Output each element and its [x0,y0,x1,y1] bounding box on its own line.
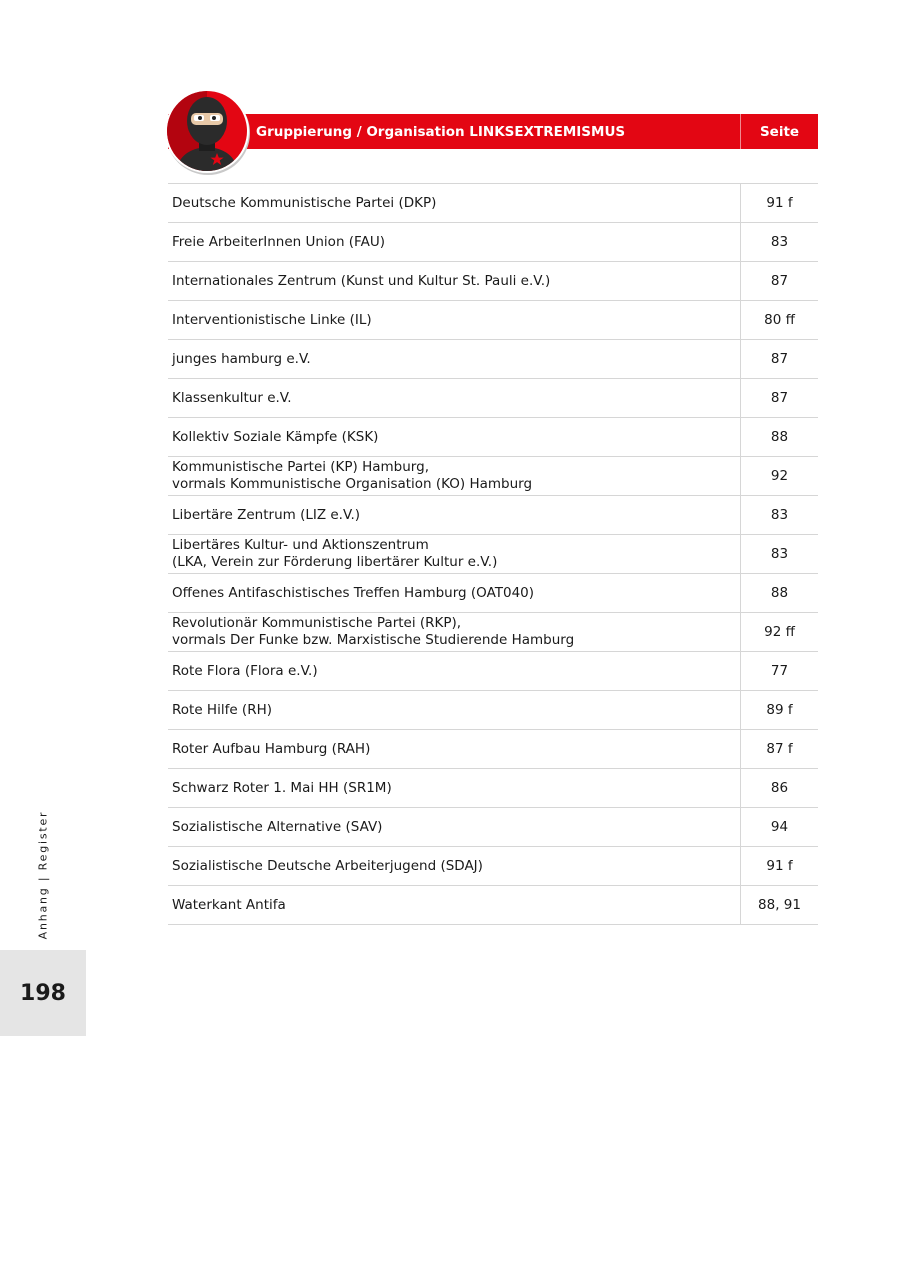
page-reference: 88 [770,585,789,601]
page-reference: 89 f [766,702,793,718]
table-row [168,886,818,925]
organisation-name [168,457,741,495]
table-row [168,652,818,691]
organisation-name-line: Schwarz Roter 1. Mai HH (SR1M) [172,779,392,796]
organisation-name-line: Rote Hilfe (RH) [172,701,272,718]
organisation-name [168,418,741,456]
organisation-name-line: Waterkant Antifa [172,896,286,913]
organisation-name-line: Internationales Zentrum (Kunst und Kultur St. Pauli e.V.) [172,272,551,289]
table-row [168,301,818,340]
header-organisation-label: Gruppierung / Organisation LINKSEXTREMISMUS [256,123,626,140]
page-reference: 92 [770,468,789,484]
organisation-name [168,574,741,612]
organisation-name [168,652,741,690]
organisation-name-line: Deutsche Kommunistische Partei (DKP) [172,194,437,211]
organisation-name [168,847,741,885]
table-row [168,379,818,418]
page-reference: 88 [770,429,789,445]
organisation-name [168,379,741,417]
organisation-name-line: Kommunistische Partei (KP) Hamburg, [172,459,429,475]
organisation-name-line: Klassenkultur e.V. [172,389,292,406]
organisation-name-line: Sozialistische Alternative (SAV) [172,818,383,835]
table-header [168,114,818,149]
organisation-name-line: Kollektiv Soziale Kämpfe (KSK) [172,428,379,445]
table-row [168,691,818,730]
page-reference: 91 f [766,858,793,874]
organisation-name [168,301,741,339]
table-row [168,496,818,535]
section-label: Anhang | Register [36,810,50,940]
table-row [168,808,818,847]
organisation-name [168,535,741,573]
organisation-name-line: junges hamburg e.V. [172,350,311,367]
organisation-name [168,184,741,222]
organisation-name-line: Interventionistische Linke (IL) [172,311,372,328]
organisation-name [168,730,741,768]
organisation-name [168,691,741,729]
organisation-name-line: vormals Der Funke bzw. Marxistische Studierende Hamburg [172,632,575,648]
page-reference: 91 f [766,195,793,211]
page-reference: 87 f [766,741,793,757]
table-row [168,340,818,379]
page-reference: 80 ff [764,312,795,328]
table-row [168,847,818,886]
table-row [168,418,818,457]
table-row [168,223,818,262]
page-reference: 77 [770,663,789,679]
page-number: 198 [0,950,86,1036]
organisation-name-line: vormals Kommunistische Organisation (KO) Hamburg [172,476,533,492]
organisation-name [168,808,741,846]
organisation-name-line: Revolutionär Kommunistische Partei (RKP), [172,615,462,631]
page-reference: 87 [770,351,789,367]
table-row [168,613,818,652]
page-reference: 92 ff [764,624,795,640]
organisation-name [168,262,741,300]
page-reference: 83 [770,546,789,562]
table-row [168,574,818,613]
organisation-name [168,223,741,261]
page-reference: 86 [770,780,789,796]
table-row [168,730,818,769]
organisation-name [168,886,741,924]
header-page-label: Seite [759,123,800,140]
organisation-name [168,340,741,378]
table-row [168,457,818,496]
organisation-name-line: Offenes Antifaschistisches Treffen Hamburg (OAT040) [172,584,535,601]
table-row [168,184,818,223]
page-reference: 88, 91 [758,897,801,913]
page-reference: 87 [770,390,789,406]
masked-person-icon [163,87,251,175]
page-reference: 87 [770,273,789,289]
register-table [168,183,818,925]
organisation-name [168,496,741,534]
page-reference: 83 [770,507,789,523]
organisation-name-line: Sozialistische Deutsche Arbeiterjugend (SDAJ) [172,857,483,874]
table-row [168,769,818,808]
organisation-name-line: (LKA, Verein zur Förderung libertärer Kultur e.V.) [172,554,498,570]
organisation-name-line: Roter Aufbau Hamburg (RAH) [172,740,371,757]
organisation-name-line: Freie ArbeiterInnen Union (FAU) [172,233,385,250]
page-reference: 94 [770,819,789,835]
page-reference: 83 [770,234,789,250]
table-row [168,535,818,574]
organisation-name [168,769,741,807]
table-row [168,262,818,301]
organisation-name-line: Libertäres Kultur- und Aktionszentrum [172,537,429,553]
organisation-name-line: Rote Flora (Flora e.V.) [172,662,318,679]
organisation-name [168,613,741,651]
organisation-name-line: Libertäre Zentrum (LIZ e.V.) [172,506,361,523]
